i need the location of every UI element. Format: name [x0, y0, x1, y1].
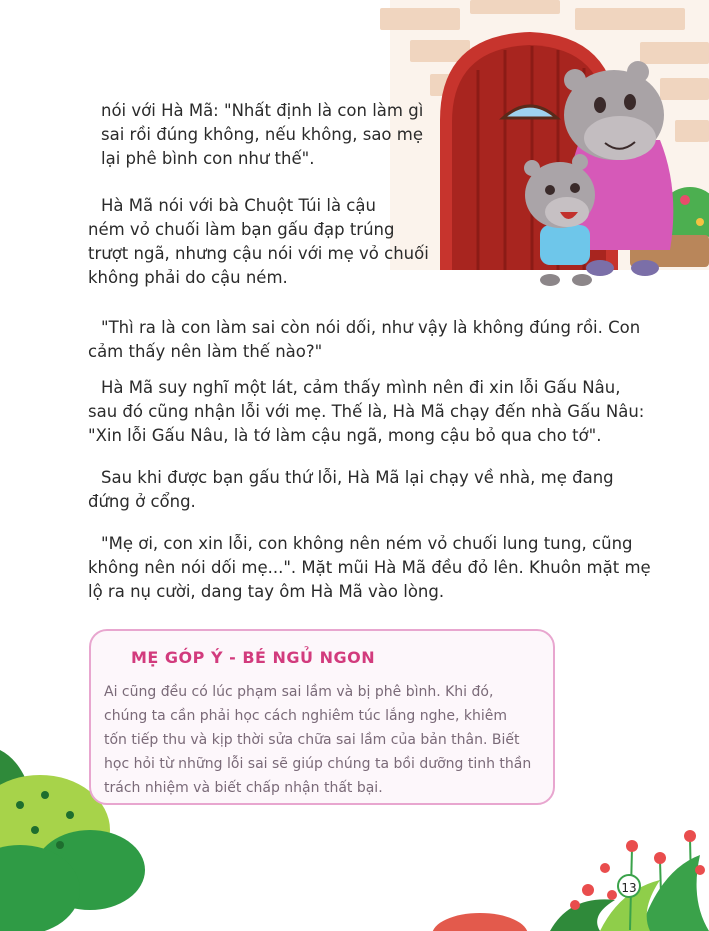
story-paragraph-2 — [88, 194, 441, 290]
tip-line: Ai cũng đều có lúc phạm sai lầm và bị phê bình. Khi đó, — [104, 684, 494, 700]
story-line: không nên nói dối mẹ...". Mặt mũi Hà Mã đều đỏ lên. Khuôn mặt mẹ — [88, 558, 651, 577]
story-line: trượt ngã, nhưng cậu nói với mẹ vỏ chuối — [88, 244, 429, 263]
story-line: "Xin lỗi Gấu Nâu, là tớ làm cậu ngã, mong cậu bỏ qua cho tớ". — [88, 426, 602, 445]
story-line: "Thì ra là con làm sai còn nói dối, như vậy là không đúng rồi. Con — [101, 318, 641, 337]
story-line: Hà Mã suy nghĩ một lát, cảm thấy mình nên đi xin lỗi Gấu Nâu, — [101, 378, 621, 397]
story-line: không phải do cậu ném. — [88, 268, 288, 287]
story-line: đứng ở cổng. — [88, 492, 196, 511]
tip-line: trách nhiệm và biết chấp nhận thất bại. — [104, 780, 383, 796]
tip-line: học hỏi từ những lỗi sai sẽ giúp chúng ta bồi dưỡng tinh thần — [104, 756, 532, 772]
red-stone — [432, 913, 528, 931]
story-line: sai rồi đúng không, nếu không, sao mẹ — [101, 125, 423, 144]
tip-line: chúng ta cần phải học cách nghiêm túc lắng nghe, khiêm — [104, 708, 508, 724]
story-paragraph-3 — [88, 316, 641, 364]
story-paragraph-4 — [88, 376, 645, 448]
story-line: Sau khi được bạn gấu thứ lỗi, Hà Mã lại chạy về nhà, mẹ đang — [101, 468, 614, 487]
story-line: lại phê bình con như thế". — [101, 149, 315, 168]
story-line: Hà Mã nói với bà Chuột Túi là cậu — [101, 196, 376, 215]
tip-line: tốn tiếp thu và kịp thời sửa chữa sai lầm của bản thân. Biết — [104, 732, 520, 748]
story-paragraph-1 — [101, 99, 431, 171]
story-line: cảm thấy nên làm thế nào?" — [88, 342, 323, 361]
story-line: lộ ra nụ cười, dang tay ôm Hà Mã vào lòng. — [88, 582, 445, 601]
tip-body — [104, 680, 544, 800]
tip-title: MẸ GÓP Ý - BÉ NGỦ NGON — [131, 648, 376, 667]
story-line: sau đó cũng nhận lỗi với mẹ. Thế là, Hà Mã chạy đến nhà Gấu Nâu: — [88, 402, 645, 421]
story-line: ném vỏ chuối làm bạn gấu đạp trúng — [88, 220, 395, 239]
story-paragraph-6 — [88, 532, 651, 604]
page-number: 13 — [617, 874, 641, 898]
story-paragraph-5 — [88, 466, 639, 514]
story-line: "Mẹ ơi, con xin lỗi, con không nên ném vỏ chuối lung tung, cũng — [101, 534, 633, 553]
story-line: nói với Hà Mã: "Nhất định là con làm gì — [101, 101, 424, 120]
